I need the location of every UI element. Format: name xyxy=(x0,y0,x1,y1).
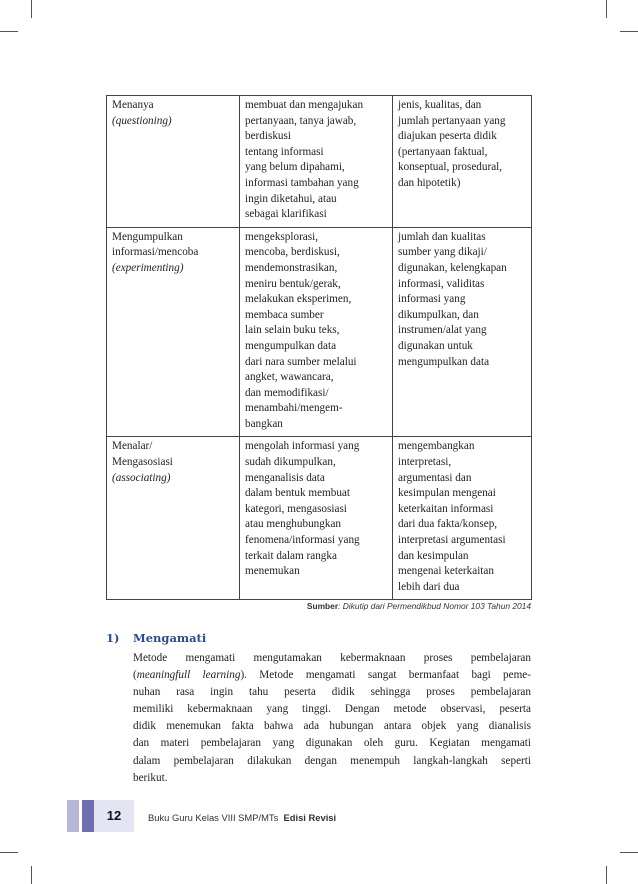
crop-mark xyxy=(31,866,32,884)
cell-line: argumentasi dan xyxy=(398,471,472,484)
section-heading xyxy=(106,631,206,645)
cell-line: (associating) xyxy=(112,471,171,484)
cell-line: instrumen/alat yang xyxy=(398,324,487,337)
section-title: Mengamati xyxy=(133,631,207,645)
cell-line: mencoba, berdiskusi, xyxy=(245,246,340,259)
paragraph-line: berikut. xyxy=(133,771,168,784)
cell-line: dikumpulkan, dan xyxy=(398,308,479,321)
cell-line: digunakan untuk xyxy=(398,339,473,352)
crop-mark xyxy=(0,852,18,853)
cell-line: terkait dalam rangka xyxy=(245,549,337,562)
paragraph-line xyxy=(133,667,531,684)
table-row xyxy=(107,437,532,600)
page-number: 12 xyxy=(106,808,122,823)
cell-line: Mengumpulkan xyxy=(112,230,183,243)
table-row xyxy=(107,227,532,437)
cell-line: jenis, kualitas, dan xyxy=(398,99,482,111)
cell-line: interpretasi, xyxy=(398,456,452,469)
cell-line: informasi tambahan yang xyxy=(245,176,359,189)
paragraph-line: memiliki kebermaknaan yang tinggi. Dengan metode observasi, peserta xyxy=(133,703,531,716)
cell-line: Menalar/ xyxy=(112,440,153,453)
crop-mark xyxy=(606,0,607,18)
cell-line: mengembangkan xyxy=(398,440,475,453)
cell-line: jumlah dan kualitas xyxy=(398,230,486,243)
cell-line: dari nara sumber melalui xyxy=(245,355,357,368)
table-cell-col1 xyxy=(107,437,240,600)
cell-line: kategori, mengasosiasi xyxy=(245,502,347,515)
cell-line: mengeksplorasi, xyxy=(245,230,319,243)
cell-line: Menanya xyxy=(112,99,154,111)
cell-line: (pertanyaan faktual, xyxy=(398,145,488,158)
cell-line: keterkaitan informasi xyxy=(398,502,494,515)
cell-line: dalam bentuk membuat xyxy=(245,487,351,500)
cell-line: menganalisis data xyxy=(245,471,325,484)
cell-line: kesimpulan mengenai xyxy=(398,487,496,500)
table-source xyxy=(307,601,531,611)
cell-line: informasi yang xyxy=(398,293,466,306)
footer-bar-light xyxy=(67,800,79,832)
cell-line: menambahi/mengem- xyxy=(245,402,343,415)
cell-line: pertanyaan, tanya jawab, xyxy=(245,114,357,127)
edition-label: Edisi Revisi xyxy=(283,812,337,823)
paragraph-text: ( xyxy=(133,669,137,682)
table-cell-col2 xyxy=(240,437,393,600)
cell-line: lebih dari dua xyxy=(398,580,460,593)
cell-line: lain selain buku teks, xyxy=(245,324,340,337)
cell-line: informasi, validitas xyxy=(398,277,485,290)
table-cell-col1 xyxy=(107,227,240,437)
source-label: Sumber xyxy=(306,601,339,611)
body-paragraph xyxy=(133,650,531,787)
cell-line: sumber yang dikaji/ xyxy=(398,246,487,259)
table-cell-col2 xyxy=(240,227,393,437)
cell-line: atau menghubungkan xyxy=(245,518,342,531)
table-cell-col3 xyxy=(393,96,532,228)
crop-mark xyxy=(31,0,32,18)
cell-line: melakukan eksperimen, xyxy=(245,293,352,306)
cell-line: dari dua fakta/konsep, xyxy=(398,518,498,531)
cell-line: fenomena/informasi yang xyxy=(245,534,360,547)
cell-line: sebagai klarifikasi xyxy=(245,208,327,221)
table-cell-col2 xyxy=(240,96,393,228)
paragraph-line: Metode mengamati mengutamakan kebermaknaan proses pembelajaran xyxy=(133,652,531,664)
book-title: Buku Guru Kelas VIII SMP/MTs xyxy=(148,812,279,823)
cell-line: mengolah informasi yang xyxy=(245,440,360,453)
cell-line: informasi/mencoba xyxy=(112,246,199,259)
cell-line: jumlah pertanyaan yang xyxy=(398,114,506,127)
cell-line: membaca sumber xyxy=(245,308,324,321)
cell-line: dan hipotetik) xyxy=(398,176,461,189)
paragraph-line: dan materi pembelajaran yang digunakan oleh guru. Kegiatan mengamati xyxy=(133,737,531,750)
source-text: : Dikutip dari Permendikbud Nomor 103 Tahun 2014 xyxy=(338,601,531,611)
footer-book-title xyxy=(148,812,336,823)
crop-mark xyxy=(620,852,638,853)
cell-line: interpretasi argumentasi xyxy=(398,534,506,547)
paragraph-text: ). Metode mengamati sangat bermanfaat bagi peme- xyxy=(240,669,531,682)
crop-mark xyxy=(620,31,638,32)
cell-line: mendemonstrasikan, xyxy=(245,261,338,274)
table-cell-col3 xyxy=(393,437,532,600)
cell-line: tentang informasi xyxy=(245,145,324,158)
cell-line: (experimenting) xyxy=(112,261,184,274)
cell-line: konseptual, prosedural, xyxy=(398,161,503,174)
footer-bar-mid xyxy=(82,800,94,832)
crop-mark xyxy=(606,866,607,884)
cell-line: yang belum dipahami, xyxy=(245,161,345,174)
cell-line: bangkan xyxy=(245,417,283,430)
cell-line: mengumpulkan data xyxy=(245,339,337,352)
cell-line: membuat dan mengajukan xyxy=(245,99,364,111)
cell-line: digunakan, kelengkapan xyxy=(398,261,507,274)
paragraph-line: dalam pembelajaran dilakukan dengan menempuh langkah-langkah seperti xyxy=(133,754,531,767)
cell-line: angket, wawancara, xyxy=(245,371,334,384)
cell-line: sudah dikumpulkan, xyxy=(245,456,336,469)
cell-line: (questioning) xyxy=(112,114,172,127)
section-number: 1) xyxy=(106,631,120,645)
cell-line: diajukan peserta didik xyxy=(398,130,497,143)
cell-line: mengumpulkan data xyxy=(398,355,490,368)
table-cell-col3 xyxy=(393,227,532,437)
crop-mark xyxy=(0,31,18,32)
cell-line: meniru bentuk/gerak, xyxy=(245,277,341,290)
cell-line: Mengasosiasi xyxy=(112,456,173,469)
table-cell-col1 xyxy=(107,96,240,228)
paragraph-italic-term: meaningfull learning xyxy=(136,669,241,682)
cell-line: ingin diketahui, atau xyxy=(245,192,337,205)
activity-table xyxy=(106,95,532,600)
table-row xyxy=(107,96,532,228)
cell-line: mengenai keterkaitan xyxy=(398,565,494,578)
paragraph-line: didik menemukan fakta bahwa ada hubungan antara objek yang dianalisis xyxy=(133,720,531,733)
cell-line: menemukan xyxy=(245,565,300,578)
cell-line: dan memodifikasi/ xyxy=(245,386,329,399)
cell-line: dan kesimpulan xyxy=(398,549,469,562)
paragraph-line: nuhan rasa ingin tahu peserta didik sehingga proses pembelajaran xyxy=(133,686,531,699)
cell-line: berdiskusi xyxy=(245,130,291,143)
